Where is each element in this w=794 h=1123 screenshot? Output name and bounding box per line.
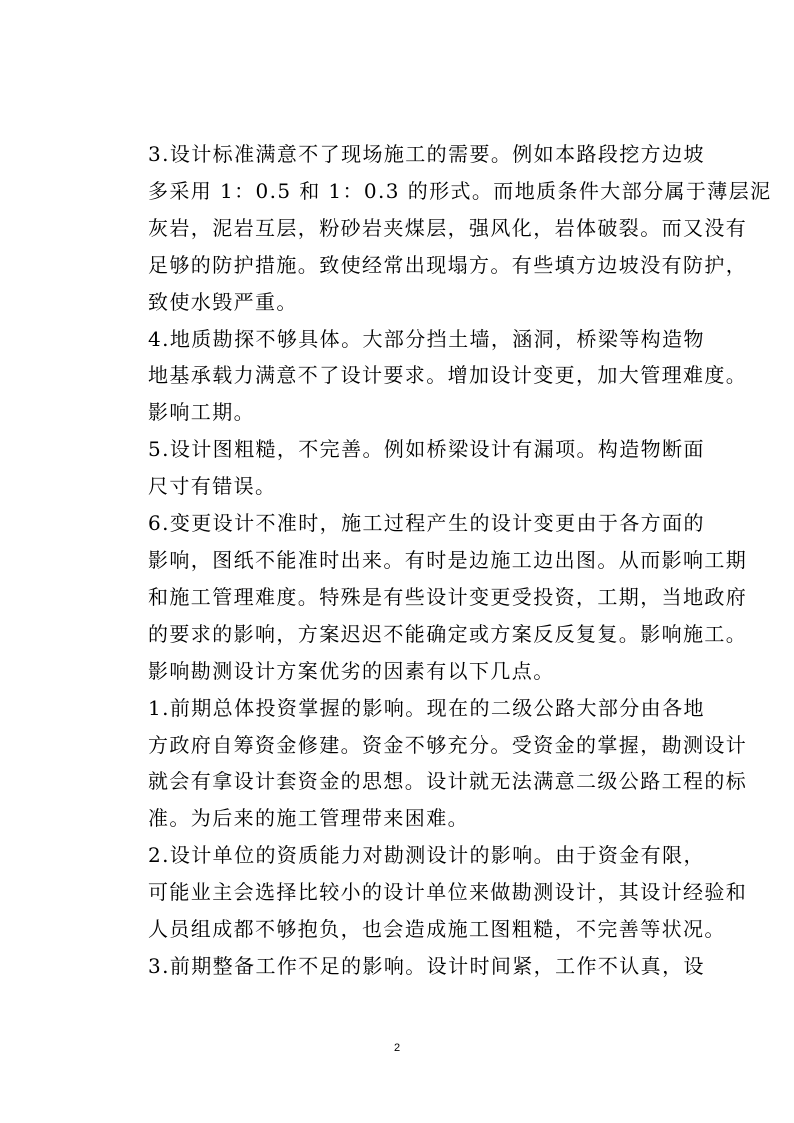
text-line: 准。为后来的施工管理带来困难。 bbox=[148, 806, 469, 831]
text-line: 4.地质勘探不够具体。大部分挡土墙，涵洞，桥梁等构造物 bbox=[148, 326, 705, 351]
paragraph-investment-control bbox=[108, 690, 748, 838]
text-line: 人员组成都不够抱负，也会造成施工图粗糙，不完善等状况。 bbox=[148, 917, 726, 942]
text-line: 可能业主会选择比较小的设计单位来做勘测设计，其设计经验和 bbox=[148, 880, 748, 905]
text-line: 多采用 1：0.5 和 1：0.3 的形式。而地质条件大部分属于薄层泥 bbox=[148, 178, 772, 203]
page-number: 2 bbox=[393, 1042, 401, 1054]
text-line: 致使水毁严重。 bbox=[148, 289, 298, 314]
text-line: 6.变更设计不准时，施工过程产生的设计变更由于各方面的 bbox=[148, 511, 705, 536]
text-line: 就会有拿设计套资金的思想。设计就无法满意二级公路工程的标 bbox=[148, 769, 748, 794]
text-line: 3.前期整备工作不足的影响。设计时间紧，工作不认真，设 bbox=[148, 953, 705, 978]
text-line: 尺寸有错误。 bbox=[148, 474, 277, 499]
text-line: 足够的防护措施。致使经常出现塌方。有些填方边坡没有防护， bbox=[148, 252, 748, 277]
text-line: 地基承载力满意不了设计要求。增加设计变更，加大管理难度。 bbox=[148, 363, 748, 388]
paragraph-geological-survey bbox=[108, 321, 748, 432]
paragraph-design-unit-qualification bbox=[108, 837, 748, 948]
paragraph-design-changes bbox=[108, 505, 748, 653]
text-line: 影响，图纸不能准时出来。有时是边施工边出图。从而影响工期 bbox=[148, 547, 748, 572]
paragraph-design-standard bbox=[108, 136, 772, 321]
text-line: 2.设计单位的资质能力对勘测设计的影响。由于资金有限， bbox=[148, 843, 705, 868]
text-line: 和施工管理难度。特殊是有些设计变更受投资，工期，当地政府 bbox=[148, 584, 748, 609]
text-line: 影响勘测设计方案优劣的因素有以下几点。 bbox=[148, 658, 555, 683]
text-line: 的要求的影响，方案迟迟不能确定或方案反反复复。影响施工。 bbox=[148, 621, 748, 646]
text-line: 方政府自筹资金修建。资金不够充分。受资金的掌握，勘测设计 bbox=[148, 732, 748, 757]
paragraph-design-drawings bbox=[108, 431, 705, 505]
text-line: 影响工期。 bbox=[148, 400, 255, 425]
text-line: 灰岩，泥岩互层，粉砂岩夹煤层，强风化，岩体破裂。而又没有 bbox=[148, 215, 748, 240]
paragraph-factors-intro bbox=[108, 653, 698, 690]
paragraph-preparation-work bbox=[108, 948, 705, 985]
body-text bbox=[108, 136, 772, 985]
text-line: 1.前期总体投资掌握的影响。现在的二级公路大部分由各地 bbox=[148, 695, 705, 720]
text-line: 3.设计标准满意不了现场施工的需要。例如本路段挖方边坡 bbox=[148, 142, 705, 166]
text-line: 5.设计图粗糙，不完善。例如桥梁设计有漏项。构造物断面 bbox=[148, 437, 705, 462]
